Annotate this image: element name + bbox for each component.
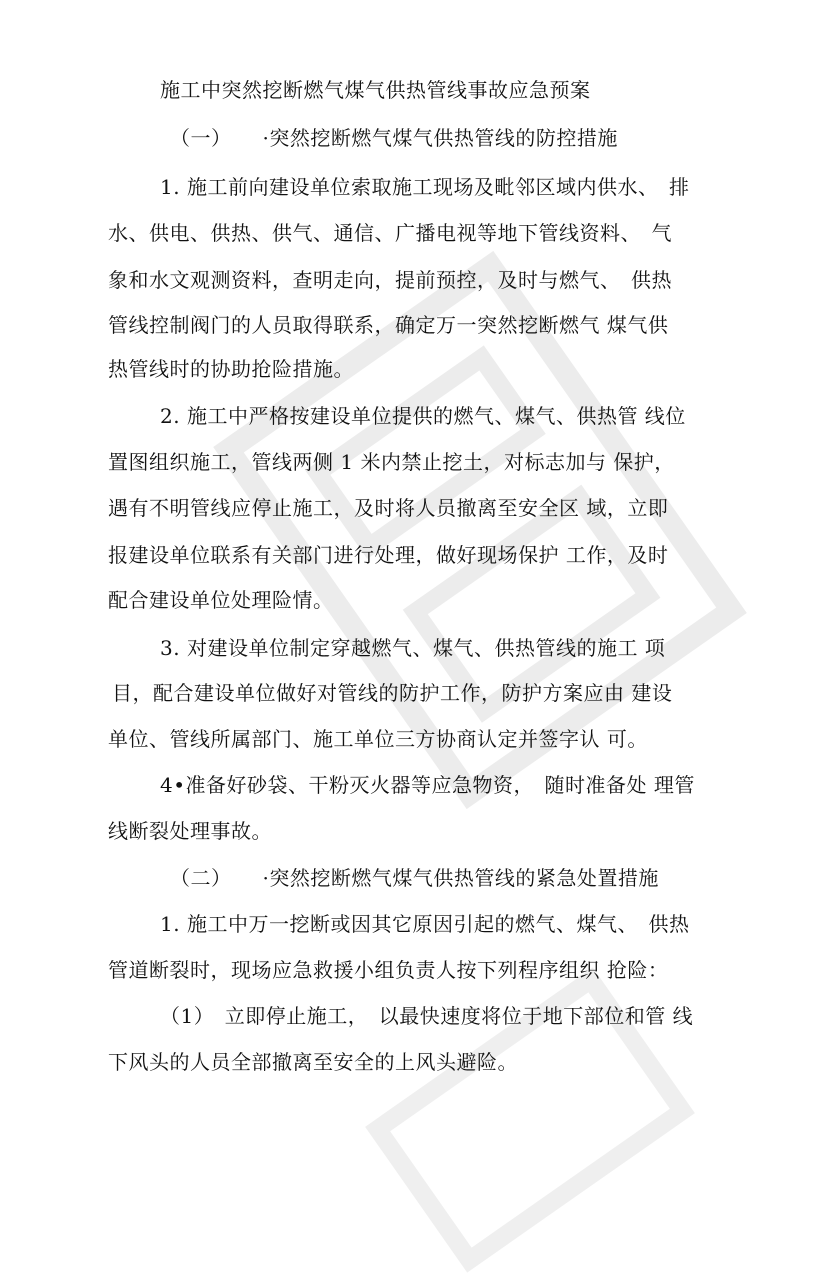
- paragraph-line: 1. 施工中万一挖断或因其它原因引起的燃气、煤气、 供热: [160, 912, 690, 936]
- paragraph-line: 4•准备好砂袋、干粉灭火器等应急物资， 随时准备处 理管: [160, 773, 695, 797]
- paragraph-line: 3. 对建设单位制定穿越燃气、煤气、供热管线的施工 项: [160, 636, 666, 660]
- paragraph-line: 2. 施工中严格按建设单位提供的燃气、煤气、供热管 线位: [160, 404, 686, 428]
- paragraph-line: 水、供电、供热、供气、通信、广播电视等地下管线资料、 气: [108, 221, 672, 245]
- section-heading-1: （一） ·突然挖断燃气煤气供热管线的防控措施: [170, 126, 618, 150]
- paragraph-line: 线断裂处理事故。: [108, 819, 272, 843]
- paragraph-line: 目，配合建设单位做好对管线的防护工作，防护方案应由 建设: [112, 681, 673, 705]
- paragraph-line: 报建设单位联系有关部门进行处理，做好现场保护 工作，及时: [108, 543, 669, 567]
- paragraph-line: （1） 立即停止施工， 以最快速度将位于地下部位和管 线: [160, 1004, 694, 1028]
- paragraph-line: 象和水文观测资料，查明走向，提前预控，及时与燃气、 供热: [108, 268, 672, 292]
- paragraph-line: 1. 施工前向建设单位索取施工现场及毗邻区域内供水、 排: [160, 175, 690, 199]
- paragraph-line: 管线控制阀门的人员取得联系，确定万一突然挖断燃气 煤气供: [108, 313, 669, 337]
- document-title: 施工中突然挖断燃气煤气供热管线事故应急预案: [160, 78, 591, 102]
- paragraph-line: 置图组织施工，管线两侧 1 米内禁止挖土，对标志加与 保护，: [108, 450, 675, 474]
- paragraph-line: 热管线时的协助抢险措施。: [108, 357, 354, 381]
- paragraph-line: 遇有不明管线应停止施工，及时将人员撤离至安全区 域，立即: [108, 496, 669, 520]
- section-heading-2: （二） ·突然挖断燃气煤气供热管线的紧急处置措施: [170, 866, 659, 890]
- paragraph-line: 配合建设单位处理险情。: [108, 588, 334, 612]
- paragraph-line: 下风头的人员全部撤离至安全的上风头避险。: [108, 1050, 518, 1074]
- watermark-graphic-lower: [350, 952, 710, 1288]
- paragraph-line: 单位、管线所属部门、施工单位三方协商认定并签字认 可。: [108, 727, 648, 751]
- paragraph-line: 管道断裂时，现场应急救援小组负责人按下列程序组织 抢险：: [108, 958, 669, 982]
